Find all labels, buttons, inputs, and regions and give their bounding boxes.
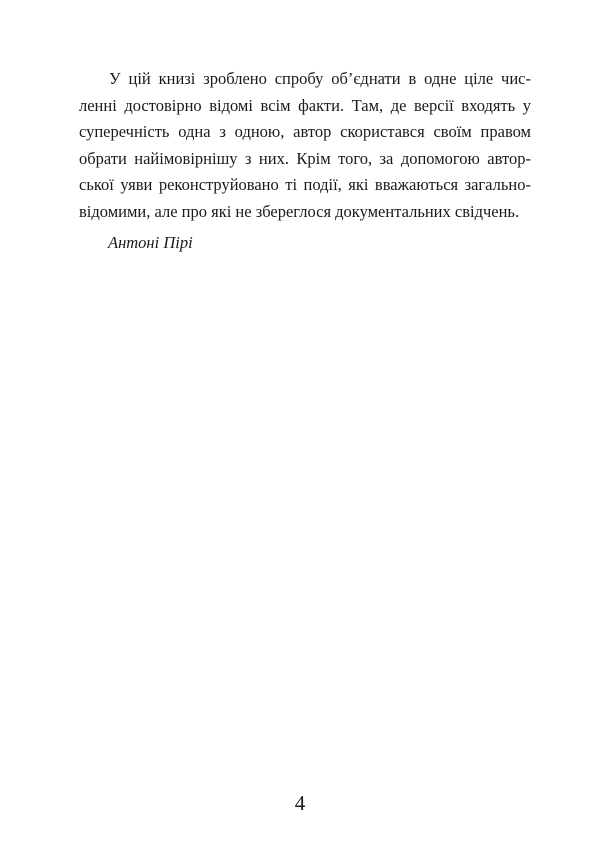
author-signature: Антоні Пірі xyxy=(108,233,193,252)
paragraph-line: обрати найімовірнішу з них. Крім того, за допомогою автор- xyxy=(79,148,531,168)
paragraph-line: У цій книзі зроблено спробу об’єднати в одне ціле чис- xyxy=(109,69,531,88)
paragraph-line: ської уяви реконструйовано ті події, які вважаються загально- xyxy=(79,175,531,195)
body-paragraph xyxy=(79,66,531,226)
paragraph-line: ленні достовірно відомі всім факти. Там, де версії входять у xyxy=(79,95,531,115)
paragraph-line: суперечність одна з одною, автор скористався своїм правом xyxy=(79,122,531,142)
page-number: 4 xyxy=(294,791,306,815)
paragraph-line: відомими, але про які не збереглося документальних свідчень. xyxy=(79,201,520,221)
